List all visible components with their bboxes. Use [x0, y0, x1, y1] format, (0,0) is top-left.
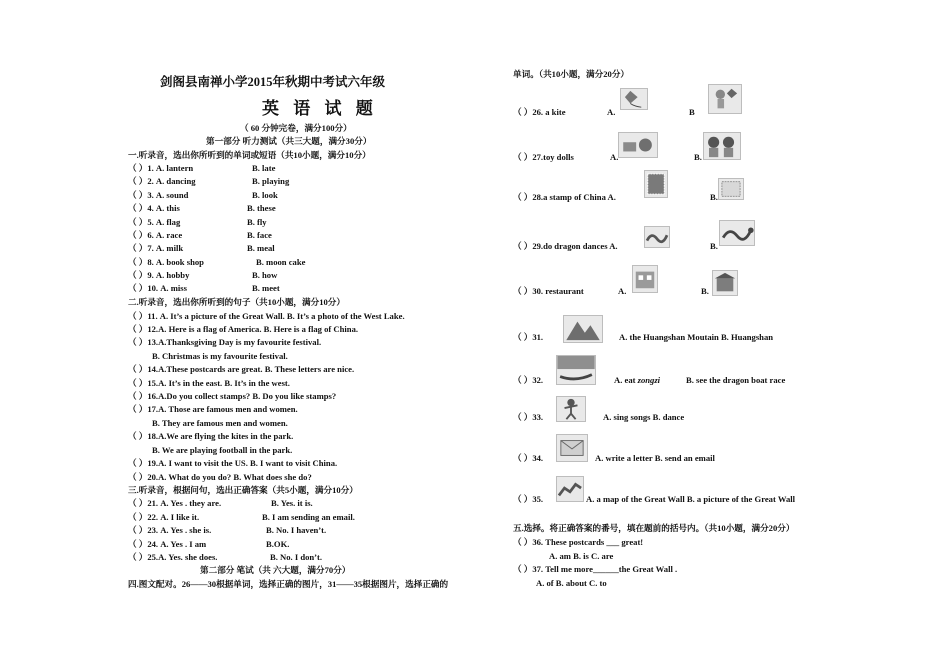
restaurant-icon	[632, 265, 658, 293]
question-12: （ ）12.A. Here is a flag of America. B. Here is a flag of China.	[128, 324, 359, 334]
question-23-option-b: B. No. I haven’t.	[266, 525, 327, 535]
stamp-icon	[644, 170, 668, 198]
question-34-options: A. write a letter B. send an email	[595, 453, 715, 463]
question-37: （ ）37. Tell me more______the Great Wall .	[513, 564, 678, 574]
question-4: （ ）4. A. this	[128, 203, 180, 213]
question-37-options: A. of B. about C. to	[536, 578, 607, 588]
question-17-option-b: B. They are famous men and women.	[152, 418, 288, 428]
question-14: （ ）14.A.These postcards are great. B. These letters are nice.	[128, 364, 355, 374]
question-24-option-b: B.OK.	[266, 539, 290, 549]
exam-subtitle: 英 语 试 题	[262, 99, 378, 118]
question-15: （ ）15.A. It’s in the east. B. It’s in the west.	[128, 378, 290, 388]
dragon-dance-icon	[644, 226, 670, 248]
question-26-option-a: A.	[607, 107, 616, 117]
question-26: （ ）26. a kite	[513, 107, 566, 117]
question-22: （ ）22. A. I like it.	[128, 512, 200, 522]
question-10: （ ）10. A. miss	[128, 283, 187, 293]
question-5-option-b: B. fly	[247, 217, 267, 227]
question-24: （ ）24. A. Yes . I am	[128, 539, 207, 549]
question-32: （ ）32.	[513, 375, 544, 385]
question-5: （ ）5. A. flag	[128, 217, 181, 227]
letter-icon	[556, 434, 588, 462]
question-29: （ ）29.do dragon dances A.	[513, 241, 618, 251]
question-18-option-b: B. We are playing football in the park.	[152, 445, 293, 455]
question-18: （ ）18.A.We are flying the kites in the park.	[128, 431, 294, 441]
question-23: （ ）23. A. Yes . she is.	[128, 525, 212, 535]
question-7: （ ）7. A. milk	[128, 243, 184, 253]
question-36: （ ）36. These postcards ___ great!	[513, 537, 644, 547]
question-28-option-b: B.	[710, 192, 718, 202]
question-35: （ ）35.	[513, 494, 544, 504]
question-4-option-b: B. these	[247, 203, 276, 213]
part1-heading: 第一部分 听力测试（共三大题，满分30分）	[206, 136, 372, 146]
section3-heading: 三.听录音，根据问句，选出正确答案（共5小题，满分10分）	[128, 485, 358, 495]
stamp-icon	[718, 178, 744, 200]
exam-title: 剑阁县南禅小学2015年秋期中考试六年级	[160, 75, 386, 89]
restaurant-icon	[712, 270, 738, 296]
question-9: （ ）9. A. hobby	[128, 270, 190, 280]
option-a-text: A. eat	[614, 375, 638, 385]
question-31-options: A. the Huangshan Moutain B. Huangshan	[619, 332, 774, 342]
question-29-option-b: B.	[710, 241, 718, 251]
question-21-option-b: B. Yes. it is.	[271, 498, 313, 508]
question-1: （ ）1. A. lantern	[128, 163, 194, 173]
question-10-option-b: B. meet	[252, 283, 280, 293]
question-20: （ ）20.A. What do you do? B. What does she do?	[128, 472, 312, 482]
question-13-option-b: B. Christmas is my favourite festival.	[152, 351, 288, 361]
question-30-option-b: B.	[701, 286, 709, 296]
question-3-option-b: B. look	[252, 190, 278, 200]
question-26-option-b: B	[689, 107, 695, 117]
question-33: （ ）33.	[513, 412, 544, 422]
question-27-option-b: B.	[694, 152, 702, 162]
question-27: （ ）27.toy dolls	[513, 152, 574, 162]
mountain-icon	[563, 315, 603, 343]
great-wall-icon	[556, 476, 584, 502]
question-22-option-b: B. I am sending an email.	[262, 512, 355, 522]
question-13: （ ）13.A.Thanksgiving Day is my favourite festival.	[128, 337, 322, 347]
section5-heading: 五.选择。将正确答案的番号，填在题前的括号内。（共10小题，满分20分）	[513, 523, 795, 533]
question-28: （ ）28.a stamp of China A.	[513, 192, 616, 202]
toys-icon	[618, 132, 658, 158]
time-line: （ 60 分钟完卷，满分100分）	[240, 123, 352, 133]
kite-icon	[708, 84, 742, 114]
question-34: （ ）34.	[513, 453, 544, 463]
question-1-option-b: B. late	[252, 163, 276, 173]
question-3: （ ）3. A. sound	[128, 190, 189, 200]
question-2-option-b: B. playing	[252, 176, 290, 186]
question-8: （ ）8. A. book shop	[128, 257, 204, 267]
part2-heading: 第二部分 笔试（共 六大题，满分70分）	[200, 565, 351, 575]
kite-icon	[620, 88, 648, 110]
question-2: （ ）2. A. dancing	[128, 176, 196, 186]
zongzi-word: zongzi	[637, 375, 661, 385]
section4-heading-line2: 单词。（共10小题，满分20分）	[513, 69, 630, 79]
question-16: （ ）16.A.Do you collect stamps? B. Do you like stamps?	[128, 391, 337, 401]
question-36-options: A. am B. is C. are	[549, 551, 614, 561]
dance-icon	[556, 396, 586, 422]
question-32-option-b: B. see the dragon boat race	[686, 375, 786, 385]
question-11: （ ）11. A. It’s a picture of the Great Wall. B. It’s a photo of the West Lake.	[128, 311, 405, 321]
question-7-option-b: B. meal	[247, 243, 275, 253]
dragon-boat-icon	[556, 355, 596, 385]
section2-heading: 二.听录音，选出你所听到的句子（共10小题，满分10分）	[128, 297, 345, 307]
question-21: （ ）21. A. Yes . they are.	[128, 498, 222, 508]
question-8-option-b: B. moon cake	[256, 257, 306, 267]
question-30-option-a: A.	[618, 286, 627, 296]
question-30: （ ）30. restaurant	[513, 286, 584, 296]
question-27-option-a: A.	[610, 152, 619, 162]
question-19: （ ）19.A. I want to visit the US. B. I want to visit China.	[128, 458, 338, 468]
question-25: （ ）25.A. Yes. she does.	[128, 552, 218, 562]
question-31: （ ）31.	[513, 332, 544, 342]
question-33-options: A. sing songs B. dance	[603, 412, 685, 422]
section4-heading-line1: 四.图文配对。26——30根据单词，选择正确的图片，31——35根据图片，选择正确的	[128, 579, 449, 589]
question-17: （ ）17.A. Those are famous men and women.	[128, 404, 298, 414]
question-9-option-b: B. how	[252, 270, 278, 280]
question-35-options: A. a map of the Great Wall B. a picture of the Great Wall	[586, 494, 796, 504]
question-6: （ ）6. A. race	[128, 230, 183, 240]
question-32-option-a	[614, 376, 660, 385]
question-6-option-b: B. face	[247, 230, 272, 240]
toys-icon	[703, 132, 741, 160]
section1-heading: 一.听录音，选出你所听到的单词或短语（共10小题，满分10分）	[128, 150, 371, 160]
question-25-option-b: B. No. I don’t.	[270, 552, 323, 562]
dragon-dance-icon	[719, 220, 755, 246]
